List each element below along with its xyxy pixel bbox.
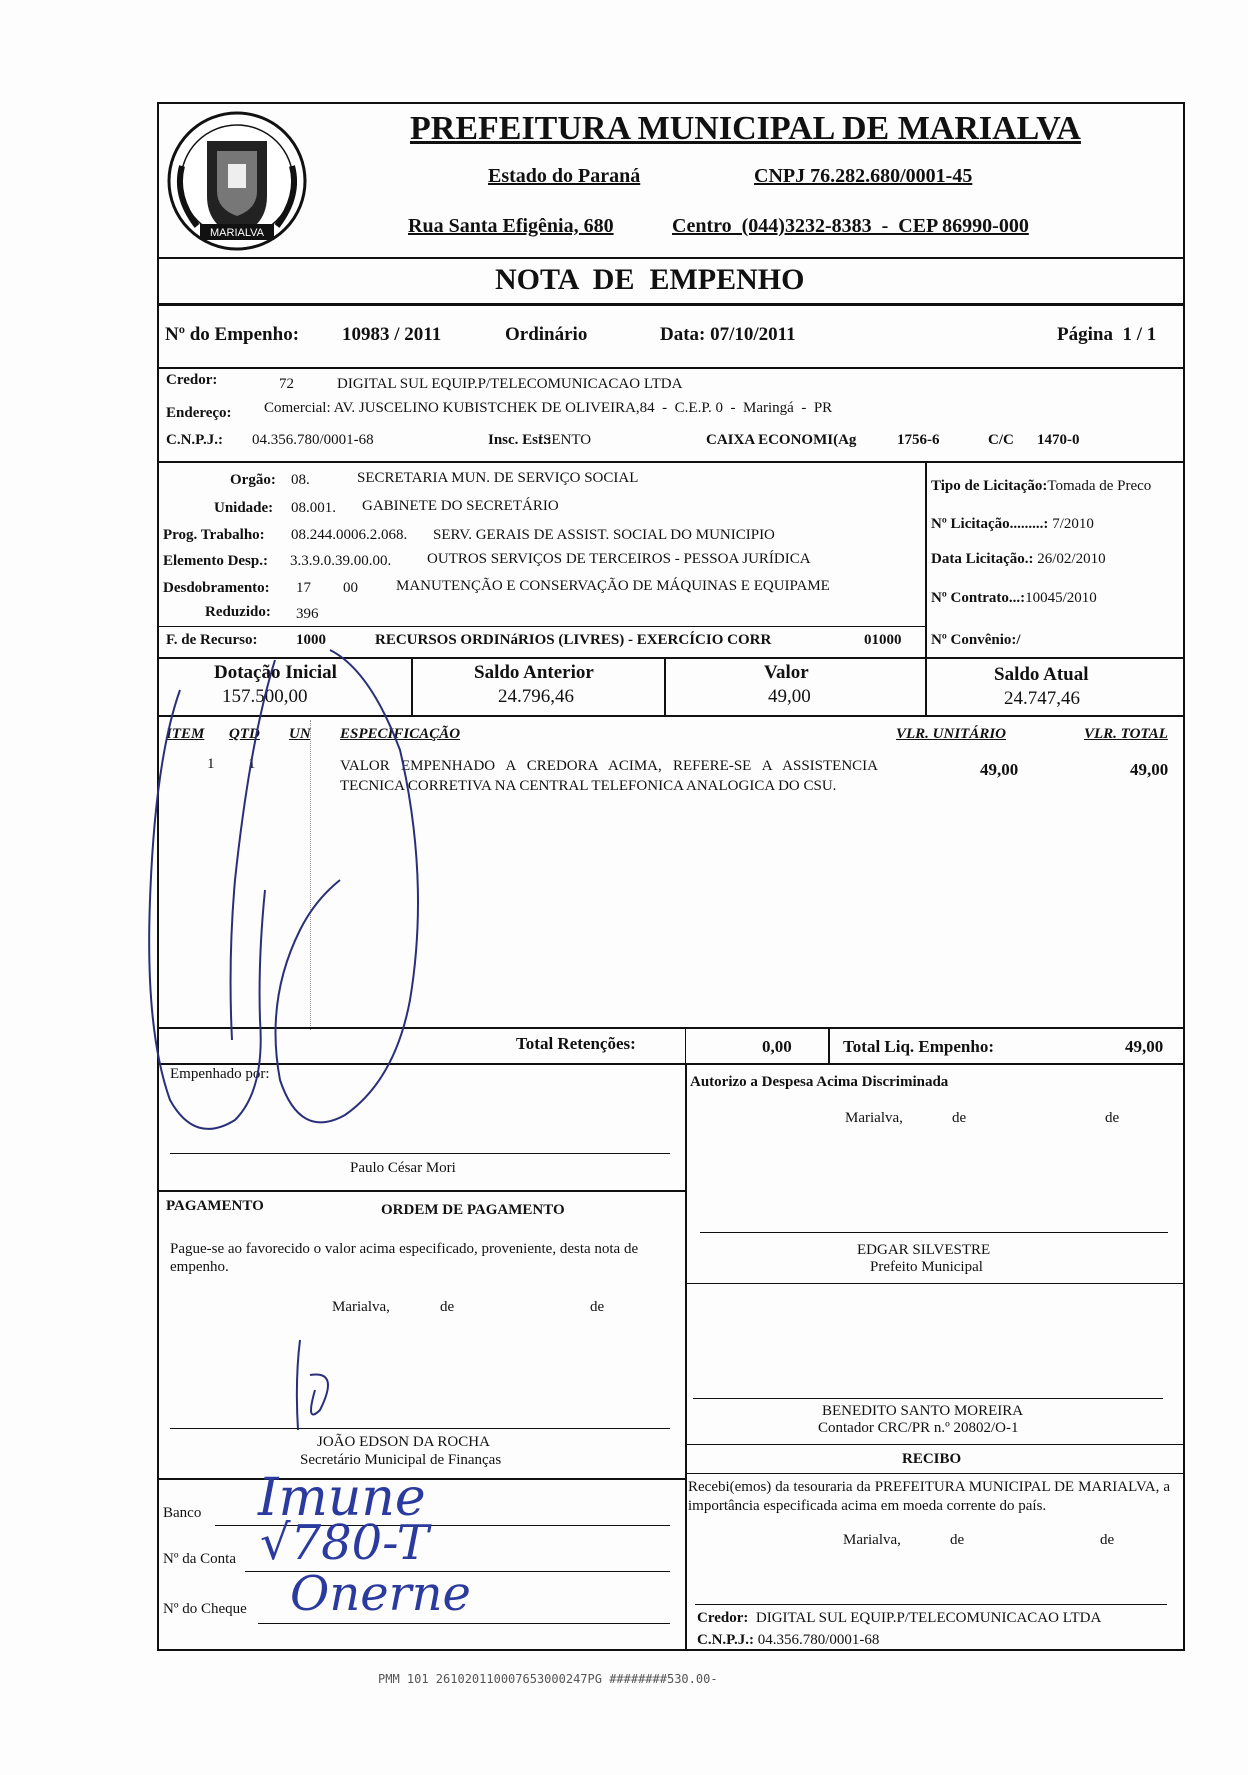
banco-handwritten: Imune	[258, 1468, 426, 1528]
recibo-label: RECIBO	[902, 1451, 962, 1467]
autorizo-de2: de	[1105, 1110, 1120, 1126]
recibo-de1: de	[950, 1532, 965, 1548]
liq-empenho-value: 49,00	[1125, 1037, 1164, 1056]
pagamento-text: Pague-se ao favorecido o valor acima especificado, proveniente, desta nota de empenho.	[170, 1241, 639, 1275]
valor-value: 49,00	[768, 686, 811, 707]
valor-label: Valor	[764, 662, 809, 683]
doc-title: NOTA DE EMPENHO	[495, 263, 805, 296]
pagamento-place: Marialva,	[332, 1299, 390, 1315]
conta-label: Nº da Conta	[163, 1551, 236, 1567]
credor-address: Comercial: AV. JUSCELINO KUBISTCHEK DE OLIVEIRA,84 - C.E.P. 0 - Maringá - PR	[264, 400, 833, 416]
secretario-role: Secretário Municipal de Finanças	[300, 1452, 502, 1468]
recurso-code: 1000	[296, 632, 326, 648]
banco-label: Banco	[163, 1505, 202, 1521]
empenhado-name: Paulo César Mori	[350, 1160, 456, 1176]
empenho-number: 10983 / 2011	[342, 324, 442, 345]
contador-role: Contador CRC/PR n.º 20802/O-1	[818, 1420, 1019, 1436]
recibo-cnpj-label: C.N.P.J.:	[697, 1632, 754, 1648]
desdob-sub: 00	[343, 580, 358, 596]
row-item: 1	[207, 756, 215, 772]
secretario-name: JOÃO EDSON DA ROCHA	[317, 1434, 490, 1450]
recibo-credor-label: Credor:	[697, 1610, 749, 1626]
autorizo-place: Marialva,	[845, 1110, 903, 1126]
pagamento-de1: de	[440, 1299, 455, 1315]
credor-name: DIGITAL SUL EQUIP.P/TELECOMUNICACAO LTDA	[337, 376, 683, 392]
prog-name: SERV. GERAIS DE ASSIST. SOCIAL DO MUNICIPIO	[433, 527, 775, 543]
elemento-name: OUTROS SERVIÇOS DE TERCEIROS - PESSOA JURÍDICA	[427, 551, 811, 567]
reduzido-label: Reduzido:	[205, 604, 271, 620]
saldo-anterior-label: Saldo Anterior	[474, 662, 594, 683]
recurso-name: RECURSOS ORDINáRIOS (LIVRES) - EXERCÍCIO CORR	[375, 632, 772, 648]
reduzido-value: 396	[296, 606, 319, 622]
row-spec: VALOR EMPENHADO A CREDORA ACIMA, REFERE-SE A ASSISTENCIA TECNICA CORRETIVA NA CENTRAL TELEFONICA ANALOGICA DO CSU.	[340, 758, 878, 794]
municipal-cnpj: CNPJ 76.282.680/0001-45	[754, 165, 973, 187]
empenho-date: Data: 07/10/2011	[660, 324, 796, 345]
dotacao-value: 157.500,00	[222, 686, 308, 707]
credor-code: 72	[279, 376, 294, 392]
desdob-name: MANUTENÇÃO E CONSERVAÇÃO DE MÁQUINAS E EQUIPAME	[396, 578, 830, 594]
elemento-code: 3.3.9.0.39.00.00.	[290, 553, 392, 569]
convenio-label: Nº Convênio:/	[931, 632, 1021, 648]
col-total-header: VLR. TOTAL	[1084, 726, 1168, 742]
recibo-de2: de	[1100, 1532, 1115, 1548]
municipal-contact: Centro (044)3232-8383 - CEP 86990-000	[672, 215, 1029, 237]
conta-handwritten: √780-T	[260, 1515, 429, 1571]
unidade-label: Unidade:	[214, 500, 274, 516]
cnpj-label: C.N.P.J.:	[166, 432, 223, 448]
handwritten-signature	[140, 640, 480, 1160]
credor-label: Credor:	[166, 372, 218, 388]
desdob-label: Desdobramento:	[163, 580, 270, 596]
saldo-atual-label: Saldo Atual	[994, 664, 1089, 685]
col-unit-header: VLR. UNITÁRIO	[896, 726, 1007, 742]
empenho-number-label: Nº do Empenho:	[165, 324, 300, 345]
recurso-number: 01000	[864, 632, 902, 648]
prog-label: Prog. Trabalho:	[163, 527, 265, 543]
cheque-label: Nº do Cheque	[163, 1601, 247, 1617]
unidade-name: GABINETE DO SECRETÁRIO	[362, 498, 559, 514]
col-spec-header: ESPECIFICAÇÃO	[340, 726, 461, 742]
empenhado-label: Empenhado por:	[170, 1066, 270, 1082]
bank-name: CAIXA ECONOMI(Ag	[706, 432, 857, 448]
tipo-licitacao-label: Tipo de Licitação:	[931, 478, 1048, 494]
handwritten-initials	[260, 1330, 360, 1440]
tipo-licitacao-value: Tomada de Preco	[1047, 478, 1152, 494]
prefeito-role: Prefeito Municipal	[870, 1259, 983, 1275]
contrato-label: Nº Contrato...:	[931, 590, 1026, 606]
cheque-handwritten: Onerne	[290, 1566, 471, 1622]
credor-cnpj: 04.356.780/0001-68	[252, 432, 374, 448]
unidade-code: 08.001.	[291, 500, 336, 516]
orgao-label: Orgão:	[230, 472, 276, 488]
address-label: Endereço:	[166, 405, 232, 421]
licitacao-num-label: Nº Licitação.........:	[931, 516, 1049, 532]
row-unit-value: 49,00	[980, 760, 1019, 779]
municipal-seal-icon	[162, 106, 312, 256]
page-number: Página 1 / 1	[1057, 324, 1157, 345]
col-qtd-header: QTD	[229, 726, 260, 742]
autorizo-de1: de	[952, 1110, 967, 1126]
page-title: PREFEITURA MUNICIPAL DE MARIALVA	[410, 110, 1081, 147]
municipal-address: Rua Santa Efigênia, 680	[408, 215, 614, 237]
col-item-header: ITEM	[166, 726, 205, 742]
retencoes-label: Total Retenções:	[516, 1034, 636, 1053]
orgao-name: SECRETARIA MUN. DE SERVIÇO SOCIAL	[357, 470, 639, 486]
seal-text: MARIALVA	[210, 227, 264, 239]
retencoes-value: 0,00	[762, 1037, 792, 1056]
row-total-value: 49,00	[1130, 760, 1169, 779]
licitacao-num-value: 7/2010	[1052, 516, 1094, 532]
recibo-place: Marialva,	[843, 1532, 901, 1548]
orgao-code: 08.	[291, 472, 310, 488]
contrato-value: 10045/2010	[1025, 590, 1097, 606]
cc-label: C/C	[988, 432, 1014, 448]
insc-value: ISENTO	[538, 432, 592, 448]
contador-name: BENEDITO SANTO MOREIRA	[822, 1403, 1024, 1419]
licitacao-date-label: Data Licitação.:	[931, 551, 1034, 567]
dotacao-label: Dotação Inicial	[214, 662, 337, 683]
bank-agency: 1756-6	[897, 432, 940, 448]
prefeito-name: EDGAR SILVESTRE	[857, 1242, 991, 1258]
saldo-atual-value: 24.747,46	[1004, 688, 1080, 709]
recibo-text: Recebi(emos) da tesouraria da PREFEITURA MUNICIPAL DE MARIALVA, a importância especificada acima em moeda corrente do país.	[688, 1479, 1170, 1514]
autorizo-label: Autorizo a Despesa Acima Discriminada	[690, 1074, 949, 1090]
state-label: Estado do Paraná	[488, 165, 641, 187]
recibo-credor-name: DIGITAL SUL EQUIP.P/TELECOMUNICACAO LTDA	[755, 1610, 1102, 1626]
elemento-label: Elemento Desp.:	[163, 553, 268, 569]
prog-code: 08.244.0006.2.068.	[291, 527, 408, 543]
col-un-header: UN	[289, 726, 311, 742]
licitacao-date-value: 26/02/2010	[1037, 551, 1106, 567]
desdob-code: 17	[296, 580, 311, 596]
recibo-cnpj-value: 04.356.780/0001-68	[757, 1632, 880, 1648]
saldo-anterior-value: 24.796,46	[498, 686, 574, 707]
cc-value: 1470-0	[1037, 432, 1080, 448]
ordem-pagamento-label: ORDEM DE PAGAMENTO	[381, 1202, 565, 1218]
liq-empenho-label: Total Liq. Empenho:	[843, 1037, 994, 1056]
row-qtd: 1	[248, 756, 256, 772]
barcode-text: PMM 101 261020110007653000247PG ########530.00-	[378, 1672, 718, 1686]
pagamento-de2: de	[590, 1299, 605, 1315]
insc-label: Insc. Est.:	[488, 432, 552, 448]
recurso-label: F. de Recurso:	[166, 632, 258, 648]
pagamento-label: PAGAMENTO	[166, 1198, 264, 1214]
empenho-type: Ordinário	[505, 324, 588, 345]
